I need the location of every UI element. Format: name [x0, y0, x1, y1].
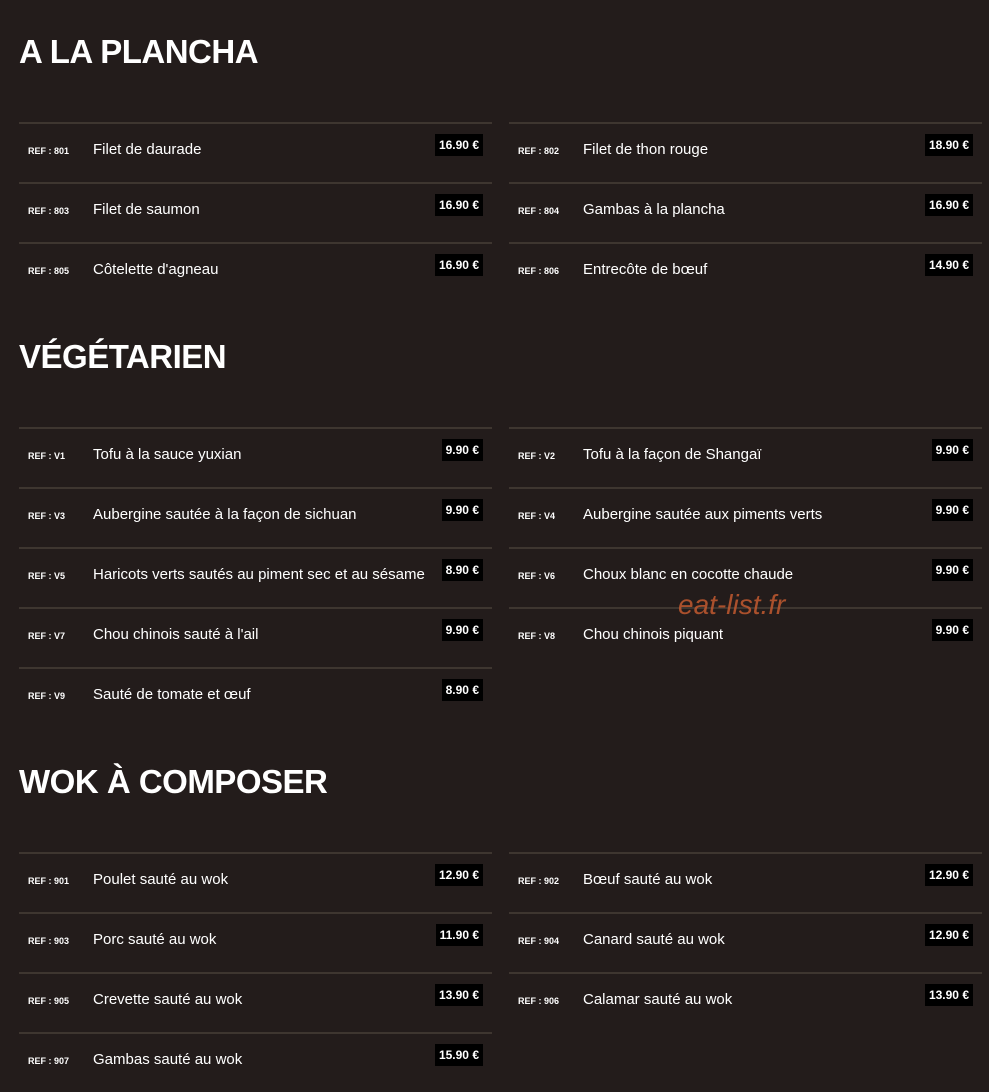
item-ref: REF : 806	[518, 266, 560, 276]
item-price: 9.90 €	[442, 439, 483, 461]
item-price: 9.90 €	[932, 499, 973, 521]
item-name: Filet de thon rouge	[583, 141, 709, 158]
menu-item	[19, 667, 492, 727]
item-ref: REF : 906	[518, 996, 560, 1006]
item-ref: REF : V7	[28, 631, 66, 641]
item-ref: REF : 902	[518, 876, 560, 886]
item-price: 12.90 €	[925, 924, 973, 946]
menu-item	[19, 912, 492, 972]
item-name: Tofu à la sauce yuxian	[93, 446, 242, 463]
menu-item	[19, 182, 492, 242]
menu-item	[19, 1032, 492, 1092]
menu-grid	[19, 427, 982, 727]
item-ref: REF : 904	[518, 936, 560, 946]
item-price: 18.90 €	[925, 134, 973, 156]
item-name: Aubergine sautée à la façon de sichuan	[93, 506, 357, 523]
section-title: VÉGÉTARIEN	[19, 338, 227, 375]
item-price: 12.90 €	[435, 864, 483, 886]
menu-item	[19, 972, 492, 1032]
item-ref: REF : V3	[28, 511, 66, 521]
item-price: 13.90 €	[435, 984, 483, 1006]
item-name: Filet de daurade	[93, 141, 202, 158]
item-ref: REF : V8	[518, 631, 556, 641]
item-name: Sauté de tomate et œuf	[93, 686, 251, 703]
menu-item	[19, 122, 492, 182]
item-price: 15.90 €	[435, 1044, 483, 1066]
item-ref: REF : 907	[28, 1056, 70, 1066]
item-ref: REF : V6	[518, 571, 556, 581]
item-name: Canard sauté au wok	[583, 931, 725, 948]
menu-grid	[19, 122, 982, 302]
item-price: 9.90 €	[442, 499, 483, 521]
item-name: Haricots verts sautés au piment sec et au sésame	[93, 566, 425, 583]
menu-item	[509, 427, 982, 487]
item-name: Choux blanc en cocotte chaude	[583, 566, 794, 583]
menu-item	[509, 242, 982, 302]
item-price: 8.90 €	[442, 559, 483, 581]
item-name: Poulet sauté au wok	[93, 871, 229, 888]
item-ref: REF : 801	[28, 146, 70, 156]
item-price: 16.90 €	[925, 194, 973, 216]
item-ref: REF : V2	[518, 451, 556, 461]
item-name: Aubergine sautée aux piments verts	[583, 506, 823, 523]
item-name: Porc sauté au wok	[93, 931, 217, 948]
watermark: eat-list.fr	[678, 589, 786, 620]
item-ref: REF : 901	[28, 876, 70, 886]
item-ref: REF : V5	[28, 571, 66, 581]
item-ref: REF : 905	[28, 996, 70, 1006]
item-price: 13.90 €	[925, 984, 973, 1006]
menu-item	[19, 242, 492, 302]
item-name: Crevette sauté au wok	[93, 991, 243, 1008]
item-ref: REF : V9	[28, 691, 66, 701]
menu-item	[19, 607, 492, 667]
menu-item	[19, 852, 492, 912]
section-title: WOK À COMPOSER	[19, 763, 328, 800]
item-name: Côtelette d'agneau	[93, 261, 219, 278]
item-name: Tofu à la façon de Shangaï	[583, 446, 762, 463]
menu-item	[19, 487, 492, 547]
item-ref: REF : 903	[28, 936, 70, 946]
menu-item	[19, 547, 492, 607]
menu-item	[509, 972, 982, 1032]
item-name: Entrecôte de bœuf	[583, 261, 708, 278]
menu-item	[509, 182, 982, 242]
item-ref: REF : V4	[518, 511, 556, 521]
item-name: Chou chinois sauté à l'ail	[93, 626, 259, 643]
item-price: 9.90 €	[442, 619, 483, 641]
item-price: 12.90 €	[925, 864, 973, 886]
item-name: Chou chinois piquant	[583, 626, 724, 643]
item-name: Gambas sauté au wok	[93, 1051, 243, 1068]
section-title: A LA PLANCHA	[19, 33, 259, 70]
item-price: 16.90 €	[435, 194, 483, 216]
item-name: Calamar sauté au wok	[583, 991, 733, 1008]
menu-item	[509, 487, 982, 547]
item-price: 8.90 €	[442, 679, 483, 701]
menu-item	[509, 852, 982, 912]
item-price: 11.90 €	[436, 924, 483, 946]
item-ref: REF : 805	[28, 266, 70, 276]
item-price: 9.90 €	[932, 559, 973, 581]
item-price: 14.90 €	[925, 254, 973, 276]
menu-grid	[19, 852, 982, 1092]
item-price: 9.90 €	[932, 619, 973, 641]
item-price: 16.90 €	[435, 134, 483, 156]
item-name: Gambas à la plancha	[583, 201, 725, 218]
item-ref: REF : 803	[28, 206, 70, 216]
menu-item	[509, 912, 982, 972]
item-ref: REF : 804	[518, 206, 560, 216]
item-price: 16.90 €	[435, 254, 483, 276]
item-ref: REF : 802	[518, 146, 560, 156]
item-name: Bœuf sauté au wok	[583, 871, 713, 888]
item-price: 9.90 €	[932, 439, 973, 461]
item-ref: REF : V1	[28, 451, 66, 461]
menu-item	[19, 427, 492, 487]
item-name: Filet de saumon	[93, 201, 200, 218]
menu-item	[509, 122, 982, 182]
